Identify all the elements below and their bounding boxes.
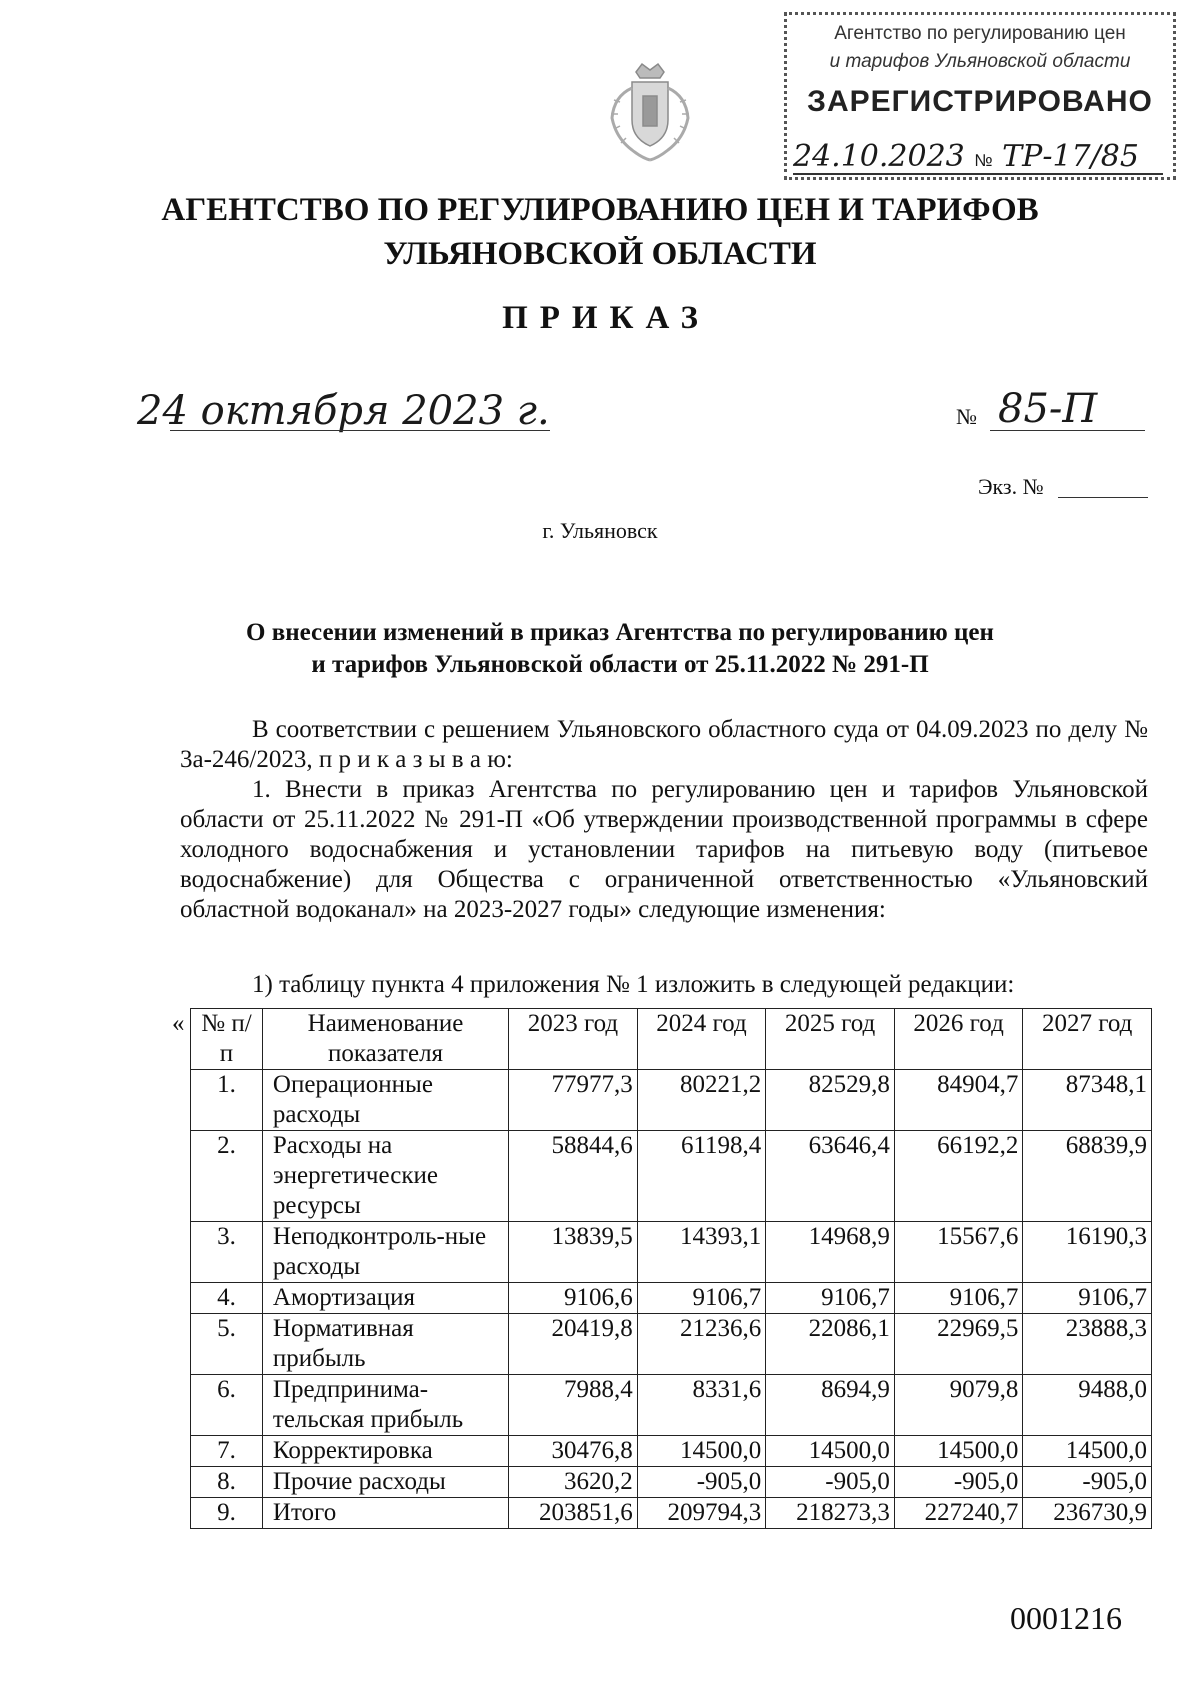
table-header-cell: 2026 год <box>894 1009 1023 1070</box>
row-indicator-name: Неподконтроль-ные расходы <box>262 1222 508 1283</box>
row-value-cell: 63646,4 <box>766 1131 895 1222</box>
row-value-cell: 58844,6 <box>509 1131 638 1222</box>
row-value-cell: 209794,3 <box>637 1498 766 1529</box>
stamp-registration-entry <box>793 139 1163 175</box>
row-value-cell: 227240,7 <box>894 1498 1023 1529</box>
order-number-label: № <box>956 404 977 429</box>
row-value-cell: 14500,0 <box>637 1436 766 1467</box>
table-body <box>191 1070 1152 1529</box>
table-header <box>191 1009 1152 1070</box>
row-value-cell: 82529,8 <box>766 1070 895 1131</box>
table-row <box>191 1436 1152 1467</box>
row-value-cell: 61198,4 <box>637 1131 766 1222</box>
row-value-cell: 9106,7 <box>1023 1283 1152 1314</box>
row-value-cell: 9106,6 <box>509 1283 638 1314</box>
row-value-cell: 20419,8 <box>509 1314 638 1375</box>
copy-number-label: Экз. № <box>978 474 1044 499</box>
row-value-cell: 14500,0 <box>1023 1436 1152 1467</box>
order-subject <box>180 617 1060 681</box>
order-date-handwritten: 24 октября 2023 г. <box>137 388 550 434</box>
date-underline <box>170 430 550 431</box>
row-value-cell: 218273,3 <box>766 1498 895 1529</box>
row-index: 5. <box>191 1314 263 1375</box>
row-value-cell: -905,0 <box>1023 1467 1152 1498</box>
stamp-reg-date: 24.10.2023 <box>793 139 965 174</box>
order-number-handwritten: 85-П <box>998 386 1098 432</box>
row-value-cell: 66192,2 <box>894 1131 1023 1222</box>
paragraph-item-1: 1. Внести в приказ Агентства по регулированию цен и тарифов Ульяновской области от 25.11.2022 № 291-П «Об утверждении производственной программы в сфере холодного водоснабжения и установлении тарифов на питьевую воду (питьевое водоснабжение) для Общества с ограниченной ответственностью «Ульяновский областной водоканал» на 2023-2027 годы» следующие изменения: <box>180 776 1148 923</box>
table-row <box>191 1283 1152 1314</box>
row-value-cell: 236730,9 <box>1023 1498 1152 1529</box>
row-value-cell: 8331,6 <box>637 1375 766 1436</box>
row-value-cell: 14393,1 <box>637 1222 766 1283</box>
paragraph-subitem-1: 1) таблицу пункта 4 приложения № 1 изложить в следующей редакции: <box>252 971 1015 998</box>
row-value-cell: 9106,7 <box>894 1283 1023 1314</box>
row-value-cell: 21236,6 <box>637 1314 766 1375</box>
row-value-cell: 23888,3 <box>1023 1314 1152 1375</box>
table-header-cell: 2023 год <box>509 1009 638 1070</box>
tariff-table <box>190 1008 1152 1529</box>
row-value-cell: 22086,1 <box>766 1314 895 1375</box>
number-underline <box>990 430 1145 431</box>
table-row <box>191 1222 1152 1283</box>
paragraph-preamble: В соответствии с решением Ульяновского областного суда от 04.09.2023 по делу № 3а-246/2023, п р и к а з ы в а ю: <box>180 716 1148 773</box>
stamp-reg-number: ТР-17/85 <box>1002 139 1139 174</box>
row-value-cell: 13839,5 <box>509 1222 638 1283</box>
table-header-cell: № п/п <box>191 1009 263 1070</box>
row-index: 4. <box>191 1283 263 1314</box>
table-row <box>191 1467 1152 1498</box>
row-value-cell: -905,0 <box>637 1467 766 1498</box>
registration-stamp <box>784 12 1176 180</box>
row-index: 3. <box>191 1222 263 1283</box>
row-value-cell: 9079,8 <box>894 1375 1023 1436</box>
order-title: ПРИКАЗ <box>502 300 710 336</box>
row-value-cell: -905,0 <box>766 1467 895 1498</box>
row-value-cell: 9488,0 <box>1023 1375 1152 1436</box>
stamp-status: ЗАРЕГИСТРИРОВАНО <box>807 85 1153 118</box>
subject-line2: и тарифов Ульяновской области от 25.11.2022 № 291-П <box>311 651 929 678</box>
agency-name <box>0 188 1200 276</box>
row-index: 9. <box>191 1498 263 1529</box>
row-value-cell: 9106,7 <box>766 1283 895 1314</box>
subject-line1: О внесении изменений в приказ Агентства по регулированию цен <box>246 619 994 646</box>
row-value-cell: 7988,4 <box>509 1375 638 1436</box>
row-indicator-name: Нормативная прибыль <box>262 1314 508 1375</box>
row-value-cell: 14968,9 <box>766 1222 895 1283</box>
row-value-cell: 68839,9 <box>1023 1131 1152 1222</box>
row-value-cell: 77977,3 <box>509 1070 638 1131</box>
row-value-cell: 3620,2 <box>509 1467 638 1498</box>
row-indicator-name: Прочие расходы <box>262 1467 508 1498</box>
table-header-cell: 2027 год <box>1023 1009 1152 1070</box>
city: г. Ульяновск <box>542 518 658 543</box>
row-indicator-name: Расходы на энергетические ресурсы <box>262 1131 508 1222</box>
table-row <box>191 1314 1152 1375</box>
row-value-cell: 203851,6 <box>509 1498 638 1529</box>
row-value-cell: 15567,6 <box>894 1222 1023 1283</box>
row-value-cell: 16190,3 <box>1023 1222 1152 1283</box>
row-index: 2. <box>191 1131 263 1222</box>
row-value-cell: 87348,1 <box>1023 1070 1152 1131</box>
table-header-cell: 2024 год <box>637 1009 766 1070</box>
row-indicator-name: Предпринима-тельская прибыль <box>262 1375 508 1436</box>
table-open-quote: « <box>172 1010 185 1037</box>
row-indicator-name: Итого <box>262 1498 508 1529</box>
table-row <box>191 1498 1152 1529</box>
row-value-cell: 8694,9 <box>766 1375 895 1436</box>
table-row <box>191 1070 1152 1131</box>
table-header-cell: 2025 год <box>766 1009 895 1070</box>
row-index: 7. <box>191 1436 263 1467</box>
stamp-agency-line2: и тарифов Ульяновской области <box>829 51 1131 72</box>
coat-of-arms-icon <box>602 62 698 164</box>
table-header-cell: Наименование показателя <box>262 1009 508 1070</box>
table-row <box>191 1131 1152 1222</box>
row-value-cell: 84904,7 <box>894 1070 1023 1131</box>
copy-number-line <box>1058 497 1148 498</box>
document-serial-number: 0001216 <box>1010 1600 1122 1636</box>
agency-name-line1: АГЕНТСТВО ПО РЕГУЛИРОВАНИЮ ЦЕН И ТАРИФОВ <box>161 192 1039 228</box>
row-indicator-name: Операционные расходы <box>262 1070 508 1131</box>
row-value-cell: 22969,5 <box>894 1314 1023 1375</box>
stamp-agency-line1: Агентство по регулированию цен <box>834 23 1126 44</box>
row-index: 8. <box>191 1467 263 1498</box>
row-index: 6. <box>191 1375 263 1436</box>
row-indicator-name: Амортизация <box>262 1283 508 1314</box>
row-index: 1. <box>191 1070 263 1131</box>
agency-name-line2: УЛЬЯНОВСКОЙ ОБЛАСТИ <box>383 236 817 272</box>
row-indicator-name: Корректировка <box>262 1436 508 1467</box>
row-value-cell: 30476,8 <box>509 1436 638 1467</box>
row-value-cell: -905,0 <box>894 1467 1023 1498</box>
row-value-cell: 14500,0 <box>766 1436 895 1467</box>
table-header-row <box>191 1009 1152 1070</box>
row-value-cell: 9106,7 <box>637 1283 766 1314</box>
stamp-reg-number-prefix: № <box>974 151 993 170</box>
row-value-cell: 14500,0 <box>894 1436 1023 1467</box>
table-row <box>191 1375 1152 1436</box>
row-value-cell: 80221,2 <box>637 1070 766 1131</box>
